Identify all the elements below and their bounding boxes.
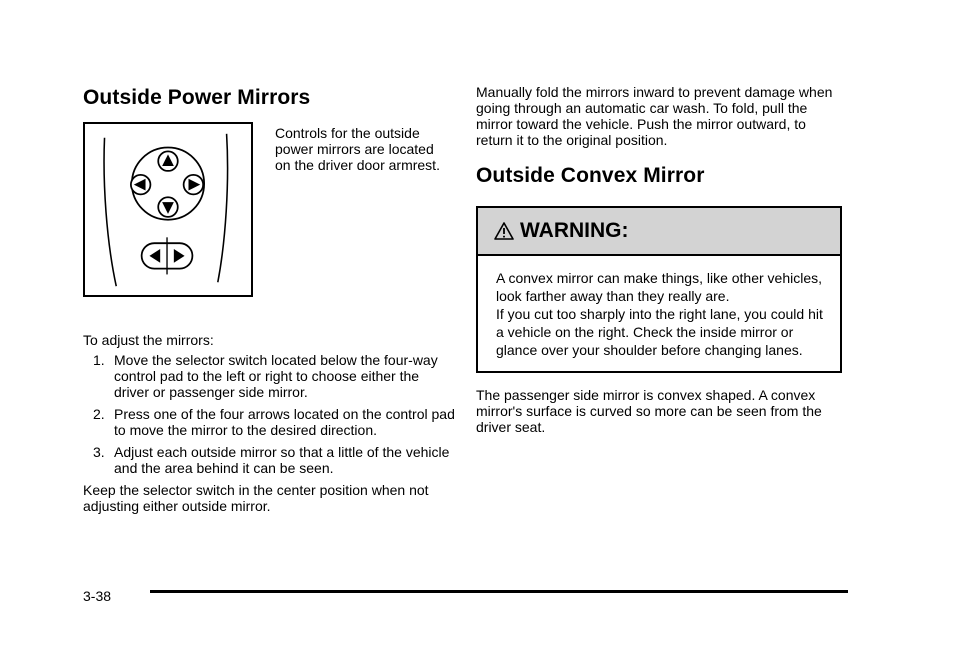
adjust-steps-list xyxy=(83,352,455,476)
step-text: Adjust each outside mirror so that a little of the vehicle and the area behind it can be seen. xyxy=(114,444,450,476)
list-item xyxy=(83,406,455,438)
mirror-control-illustration xyxy=(83,122,253,297)
left-column xyxy=(83,86,455,514)
fold-mirror-paragraph: Manually fold the mirrors inward to prevent damage when going through an automatic car wash. To fold, pull the mirror toward the vehicle. Push the mirror outward, to return it to the original position. xyxy=(476,84,833,148)
steps-intro: To adjust the mirrors: xyxy=(83,332,214,348)
warning-header xyxy=(478,208,840,256)
section-heading-convex-mirror: Outside Convex Mirror xyxy=(476,164,705,187)
step-number: 2. xyxy=(93,406,105,422)
figure-caption: Controls for the outside power mirrors are located on the driver door armrest. xyxy=(275,125,440,173)
step-text: Move the selector switch located below the four-way control pad to the left or right to choose either the driver or passenger side mirror. xyxy=(114,352,438,400)
mirror-control-drawing xyxy=(85,124,251,295)
figure-row xyxy=(83,122,455,332)
footer-rule xyxy=(150,590,848,593)
selector-note: Keep the selector switch in the center position when not adjusting either outside mirror. xyxy=(83,482,429,514)
step-number: 1. xyxy=(93,352,105,368)
warning-text-2: If you cut too sharply into the right lane, you could hit a vehicle on the right. Check the inside mirror or glance over your shoulder before changing lanes. xyxy=(496,306,823,358)
right-column xyxy=(476,84,842,435)
warning-title: WARNING: xyxy=(520,219,629,242)
warning-body xyxy=(478,256,840,371)
section-heading-power-mirrors: Outside Power Mirrors xyxy=(83,86,311,109)
warning-box xyxy=(476,206,842,373)
warning-text-1: A convex mirror can make things, like other vehicles, look farther away than they really are. xyxy=(496,270,823,304)
list-item xyxy=(83,444,455,476)
step-number: 3. xyxy=(93,444,105,460)
step-text: Press one of the four arrows located on the control pad to move the mirror to the desired direction. xyxy=(114,406,455,438)
armrest-left-edge xyxy=(104,138,116,286)
page-number: 3-38 xyxy=(83,588,112,604)
convex-mirror-paragraph: The passenger side mirror is convex shaped. A convex mirror's surface is curved so more can be seen from the driver seat. xyxy=(476,387,822,435)
warning-triangle-icon xyxy=(494,221,514,241)
selector-switch xyxy=(142,237,193,274)
four-way-control-pad xyxy=(131,147,204,219)
armrest-right-edge xyxy=(218,134,228,282)
list-item xyxy=(83,352,455,400)
